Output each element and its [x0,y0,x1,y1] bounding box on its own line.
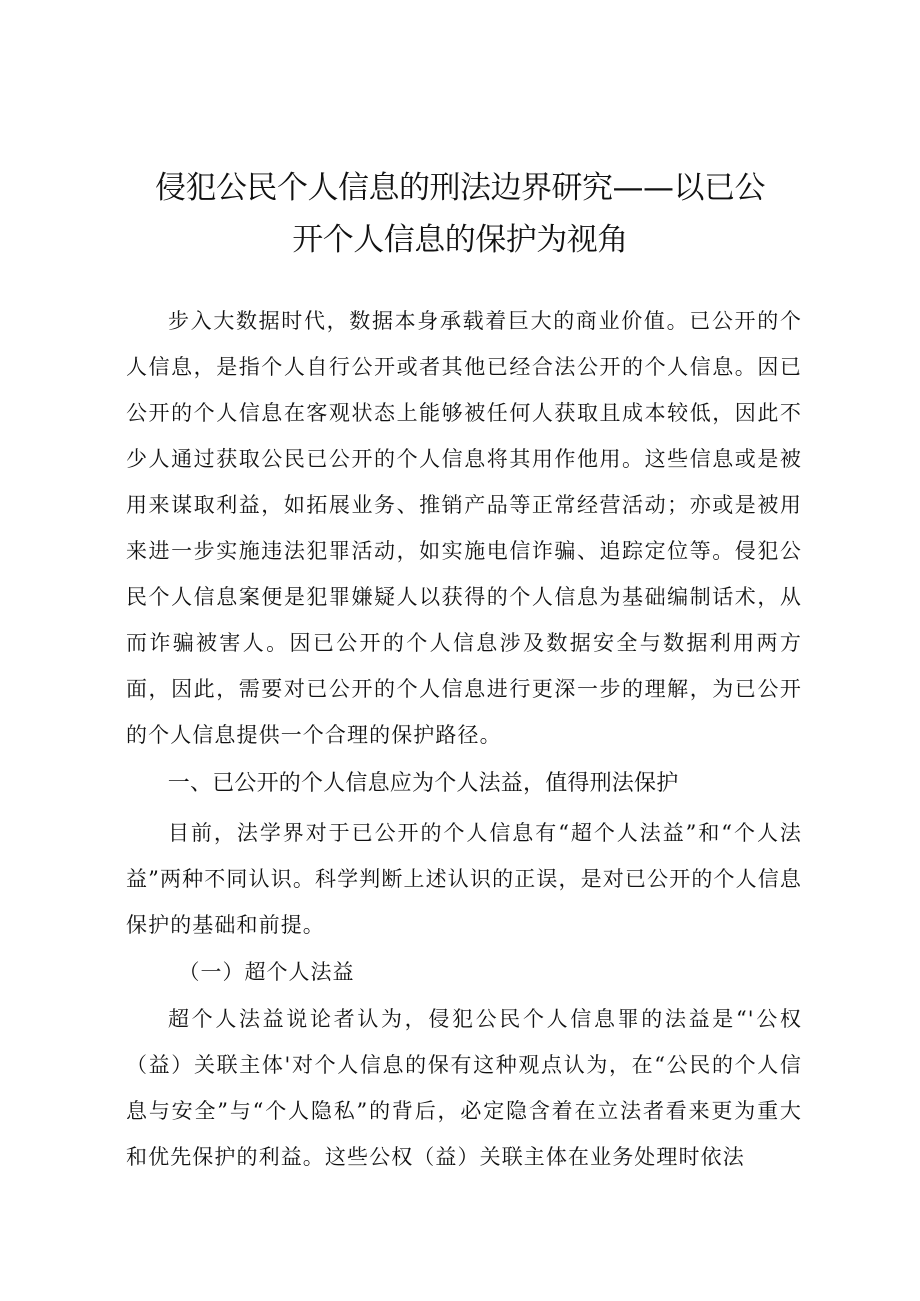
subsection-1-paragraph: 超个人法益说论者认为，侵犯公民个人信息罪的法益是“'公权（益）关联主体'对个人信息的保有这种观点认为，在“公民的个人信息与安全”与“个人隐私”的背后，必定隐含着在立法者看来更为重大和优先保护的利益。这些公权（益）关联主体在业务处理时依法 [126,1007,802,1169]
section-heading-1: 一、已公开的个人信息应为个人法益，值得刑法保护 [167,771,679,796]
section-1-paragraph: 目前，法学界对于已公开的个人信息有“超个人法益”和“个人法益”两种不同认识。科学判断上述认识的正误，是对已公开的个人信息保护的基础和前提。 [126,821,802,937]
intro-paragraph: 步入大数据时代，数据本身承载着巨大的商业价值。已公开的个人信息，是指个人自行公开或者其他已经合法公开的个人信息。因已公开的个人信息在客观状态上能够被任何人获取且成本较低，因此不少人通过获取公民已公开的个人信息将其用作他用。这些信息或是被用来谋取利益，如拓展业务、推销产品等正常经营活动；亦或是被用来进一步实施违法犯罪活动，如实施电信诈骗、追踪定位等。侵犯公民个人信息案便是犯罪嫌疑人以获得的个人信息为基础编制话术，从而诈骗被害人。因已公开的个人信息涉及数据安全与数据利用两方面，因此，需要对已公开的个人信息进行更深一步的理解，为已公开的个人信息提供一个合理的保护路径。 [126,309,802,747]
subsection-heading-1: （一）超个人法益 [178,960,355,984]
document-title [110,162,810,266]
title-line-2: 开个人信息的保护为视角 [292,222,628,258]
title-line-1: 侵犯公民个人信息的刑法边界研究——以已公 [155,170,765,206]
document-body [126,298,802,1180]
